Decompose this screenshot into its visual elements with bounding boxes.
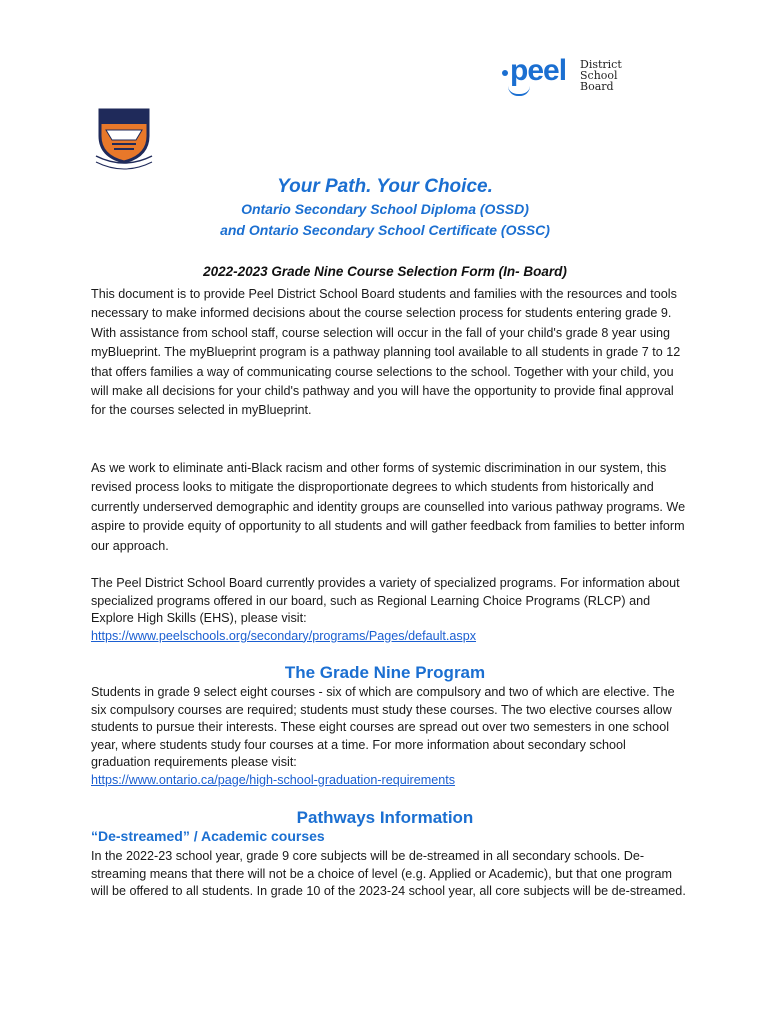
grade-nine-paragraph xyxy=(91,684,687,790)
school-crest-icon xyxy=(92,104,156,170)
destreamed-subheading: “De-streamed” / Academic courses xyxy=(91,828,325,844)
pathways-heading: Pathways Information xyxy=(296,808,474,827)
intro-paragraph-2: As we work to eliminate anti-Black racism and other forms of systemic discrimination in our system, this revised process looks to mitigate the disproportionate degrees to which students from historically and currently underserved demographic and identity groups are counselled into various pathway programs. We aspire to provide equity of opportunity to all students and will gather feedback from families to better inform our approach. xyxy=(91,461,686,553)
main-title: Your Path. Your Choice. xyxy=(277,176,493,197)
intro-paragraph-3 xyxy=(91,575,687,645)
logo-dot-icon xyxy=(502,70,508,76)
logo-board-name: District School Board xyxy=(580,58,622,93)
intro-paragraph-1: This document is to provide Peel District School Board students and families with the resources and tools necessary to make informed decisions about the course selection process for students entering grade 9. With assistance from school staff, course selection will occur in the fall of your child's grade 8 year using myBlueprint. The myBlueprint program is a pathway planning tool available to all students in grade 7 to 12 that offers families a way of communicating course selections to the school. Together with your child, you will make all decisions for your child's pathway and you will have the opportunity to provide final approval for the courses selected in myBlueprint. xyxy=(91,287,681,418)
destreamed-paragraph: In the 2022-23 school year, grade 9 core subjects will be de-streamed in all secondary schools. De-streaming means that there will not be a choice of level (e.g. Applied or Academic), but that one program will be offered to all students. In grade 10 of the 2023-24 school year, all core subjects will be de-streamed. xyxy=(91,849,686,899)
grade-nine-heading: The Grade Nine Program xyxy=(284,663,486,682)
subtitle-ossd: Ontario Secondary School Diploma (OSSD) xyxy=(241,201,529,217)
peel-district-school-board-logo xyxy=(502,56,652,96)
logo-smile-icon xyxy=(508,86,530,96)
logo-wordmark: peel xyxy=(510,54,567,87)
grade-nine-text: Students in grade 9 select eight courses - six of which are compulsory and two of which are elective. The six compulsory courses are required; students must study these courses. The two elective courses allow students to pursue their interests. These eight courses are spread out over two semesters in one school year, where students study four courses at a time. For more information about secondary school graduation requirements please visit: xyxy=(91,685,675,770)
peelschools-programs-link[interactable]: https://www.peelschools.org/secondary/programs/Pages/default.aspx xyxy=(91,628,477,643)
form-title: 2022-2023 Grade Nine Course Selection Form (In- Board) xyxy=(203,264,567,279)
subtitle-ossc: and Ontario Secondary School Certificate (OSSC) xyxy=(220,222,550,238)
graduation-requirements-link[interactable]: https://www.ontario.ca/page/high-school-graduation-requirements xyxy=(91,772,456,787)
specialized-programs-text: The Peel District School Board currently provides a variety of specialized programs. For information about specialized programs offered in our board, such as Regional Learning Choice Programs (RLCP) and Explore High Skills (EHS), please visit: xyxy=(91,576,680,626)
